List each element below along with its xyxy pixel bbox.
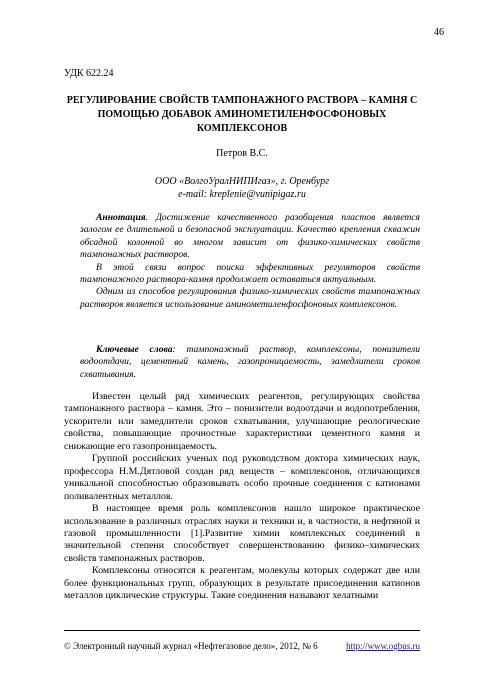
body-paragraph: Группой российских ученых под руководством доктора химических наук, профессора Н.М.Дятловой создан ряд веществ – комплексонов, отличающихся уникальной способностью образовывать особо прочные соединения с катионами поливалентных металлов. [64,453,420,502]
abstract [80,212,420,311]
footer-link[interactable]: http://www.ogbus.ru [346,641,420,651]
page-footer [64,641,420,651]
author-name: Петров В.С. [216,148,268,159]
keywords-text: : тампонажный раствор, комплексоны, понизители водоотдачи, цементный камень, газопроницаемость, замедлители сроков схватывания. [80,344,420,380]
abstract-label: Аннотация [96,212,146,223]
abstract-paragraph: Одним из способов регулирования физико-химических свойств тампонажных растворов является использование аминометиленфосфоновых комплексонов. [80,286,420,310]
author-email: e-mail: kreplenie@vunipigaz.ru [178,189,306,200]
abstract-paragraph [80,212,420,262]
udc-code: УДК 622.24 [64,68,114,79]
article-title: РЕГУЛИРОВАНИЕ СВОЙСТВ ТАМПОНАЖНОГО РАСТВОРА – КАМНЯ С ПОМОЩЬЮ ДОБАВОК АМИНОМЕТИЛЕНФОСФОНОВЫХ КОМПЛЕКСОНОВ [66,95,418,134]
abstract-paragraph: В этой связи вопрос поиска эффективных регуляторов свойств тампонажного раствора-камня продолжает оставаться актуальным. [80,261,420,286]
footer-copyright: © Электронный научный журнал «Нефтегазовое дело», 2012, № 6 [64,641,318,651]
body-paragraph: Известен целый ряд химических реагентов, регулирующих свойства тампонажного раствора – камня. Это – понизители водоотдачи и водопотребления, ускорители или замедлители сроков схватывания, улучшающие реологические свойства, повышающие прочностные характеристики цементного камня и снижающие его газопроницаемость. [64,391,420,452]
page-number: 46 [434,27,444,38]
affiliation-block [64,175,420,201]
body-paragraph: В настоящее время роль комплексонов нашло широкое практическое использование в различных отраслях науки и техники и, в частности, в нефтяной и газовой промышленности [1].Развитие химии комплексных соединений в значительной степени способствует совершенствованию физико–химических свойств тампонажных растворов. [64,503,420,564]
article-body [64,391,420,603]
keywords-label: Ключевые слова [96,344,173,355]
keywords-paragraph [80,344,420,381]
affiliation: ООО «ВолгоУралНИПИгаз», г. Оренбург [154,176,330,187]
body-paragraph: Комплексоны относятся к реагентам, молекулы которых содержат две или более функциональных групп, образующих в результате присоединения катионов металлов циклические структуры. Такие соединения называют хелатными [64,565,420,602]
footer-divider [64,630,420,631]
keywords [80,344,420,381]
abstract-text: . Достижение качественного разобщения пластов является залогом ее длительной и безопасной эксплуатации. Качество крепления скважин обсадной колонной во многом зависит от физико-химических свойств тампонажных растворов. [80,212,420,261]
